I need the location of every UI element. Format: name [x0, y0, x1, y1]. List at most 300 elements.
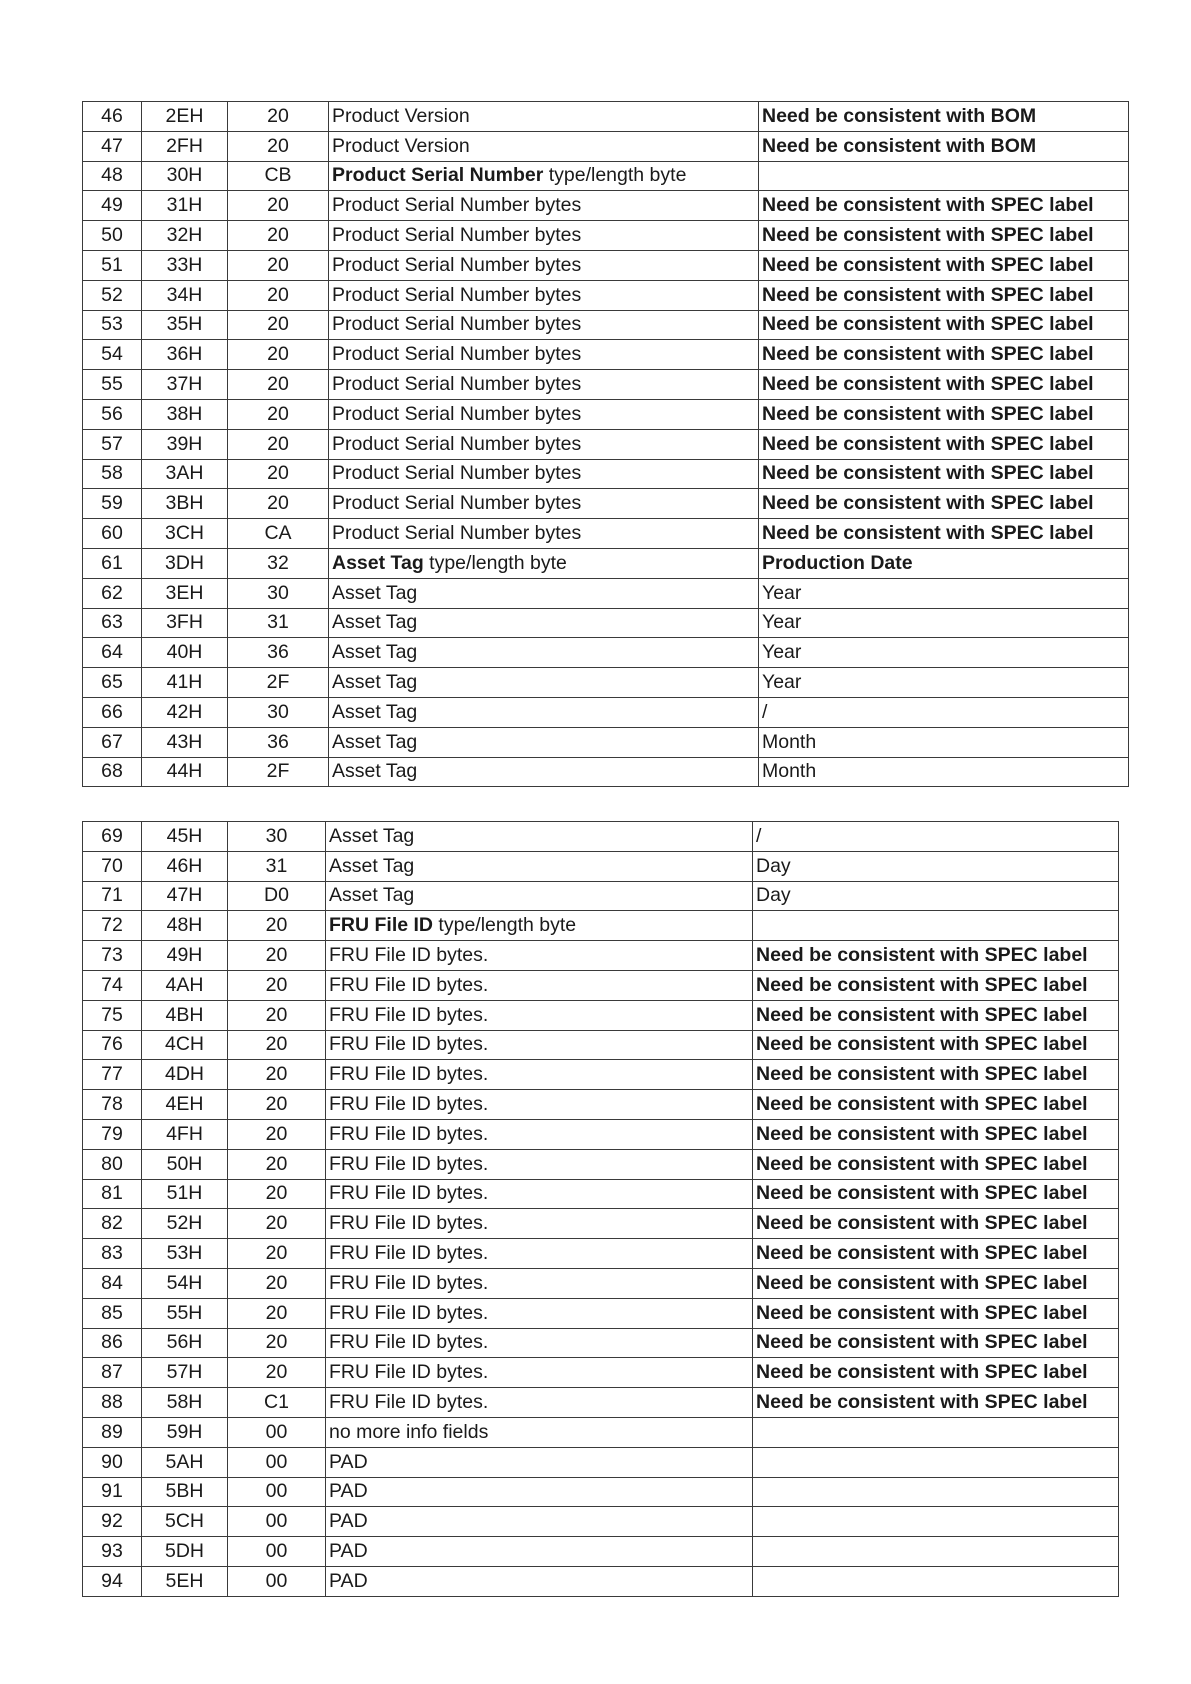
byte-index-cell: 77 [83, 1060, 142, 1090]
value-cell: 31 [228, 608, 329, 638]
description-text: PAD [329, 1540, 368, 1563]
description-cell [329, 578, 759, 608]
table-row [83, 548, 1129, 578]
note-text: Need be consistent with [762, 194, 991, 217]
description-text: Asset Tag [332, 641, 418, 664]
value-cell: 00 [228, 1417, 326, 1447]
description-text: Product Version [332, 134, 470, 157]
offset-cell: 4EH [142, 1090, 228, 1120]
note-cell [759, 578, 1129, 608]
description-cell [329, 340, 759, 370]
value-cell: 20 [228, 429, 329, 459]
table-row [83, 489, 1129, 519]
table-row [83, 970, 1119, 1000]
offset-cell: 4AH [142, 970, 228, 1000]
offset-cell: 38H [142, 399, 228, 429]
note-tail-text: label [1037, 1152, 1088, 1175]
description-text: FRU File ID bytes. [329, 944, 489, 967]
byte-index-cell: 66 [83, 697, 142, 727]
description-text: Asset Tag [332, 671, 418, 694]
table-row [83, 399, 1129, 429]
note-cell [759, 310, 1129, 340]
byte-index-cell: 79 [83, 1119, 142, 1149]
table-row [83, 1030, 1119, 1060]
table-row [83, 1298, 1119, 1328]
note-tail-text: label [1037, 1242, 1088, 1265]
description-text: FRU File ID bytes. [329, 1003, 489, 1026]
fru-table-lower [82, 821, 1119, 1597]
note-tail-text: label [1037, 1122, 1088, 1145]
note-cell [759, 489, 1129, 519]
offset-cell: 57H [142, 1358, 228, 1388]
note-bold-text: SPEC [990, 402, 1044, 425]
offset-cell: 49H [142, 941, 228, 971]
note-bold-text: SPEC [990, 313, 1044, 336]
note-cell [759, 161, 1129, 191]
value-cell: 20 [228, 102, 329, 132]
note-bold-text: SPEC [990, 343, 1044, 366]
description-cell [329, 697, 759, 727]
note-tail-text: label [1037, 1212, 1088, 1235]
note-bold-text: SPEC [984, 1063, 1038, 1086]
note-cell [753, 851, 1119, 881]
offset-cell: 39H [142, 429, 228, 459]
note-text: Need be consistent with [756, 1003, 985, 1026]
fru-table-lower-body [83, 822, 1119, 1597]
table-row [83, 822, 1119, 852]
table-row [83, 727, 1129, 757]
description-text: Asset Tag [332, 611, 418, 634]
note-cell [759, 757, 1129, 787]
table-row [83, 757, 1129, 787]
table-row [83, 370, 1129, 400]
byte-index-cell: 57 [83, 429, 142, 459]
value-cell: 20 [228, 1358, 326, 1388]
description-cell [326, 1447, 753, 1477]
value-cell: 20 [228, 489, 329, 519]
offset-cell: 4BH [142, 1000, 228, 1030]
note-bold-text: SPEC [990, 462, 1044, 485]
table-row [83, 250, 1129, 280]
note-cell [753, 1119, 1119, 1149]
note-tail-text: label [1037, 1063, 1088, 1086]
value-cell: 20 [228, 459, 329, 489]
offset-cell: 5AH [142, 1447, 228, 1477]
description-text: FRU File ID bytes. [329, 1331, 489, 1354]
note-cell [759, 250, 1129, 280]
note-text: Need be consistent with [756, 1182, 985, 1205]
offset-cell: 5BH [142, 1477, 228, 1507]
note-text: Need be consistent with [762, 522, 991, 545]
byte-index-cell: 84 [83, 1268, 142, 1298]
offset-cell: 55H [142, 1298, 228, 1328]
description-cell [326, 1358, 753, 1388]
note-bold-text: SPEC [984, 1361, 1038, 1384]
description-text: FRU File ID bytes. [329, 1093, 489, 1116]
description-cell [329, 727, 759, 757]
note-cell [753, 1090, 1119, 1120]
offset-cell: 47H [142, 881, 228, 911]
note-cell [759, 608, 1129, 638]
note-tail-text: label [1043, 373, 1094, 396]
note-bold-text: SPEC [984, 1242, 1038, 1265]
note-text: Day [756, 854, 791, 877]
note-cell [759, 459, 1129, 489]
byte-index-cell: 63 [83, 608, 142, 638]
description-text: PAD [329, 1480, 368, 1503]
description-text: FRU File ID bytes. [329, 1033, 489, 1056]
note-bold-text: SPEC [984, 944, 1038, 967]
description-cell [326, 881, 753, 911]
description-cell [326, 941, 753, 971]
table-row [83, 881, 1119, 911]
description-text: FRU File ID bytes. [329, 1212, 489, 1235]
description-cell [326, 1507, 753, 1537]
note-text: Need be consistent with [762, 313, 991, 336]
table-row [83, 340, 1129, 370]
description-text: Product Serial Number bytes [332, 432, 582, 455]
note-bold-text: SPEC [984, 1122, 1038, 1145]
note-text: Need be consistent with [762, 373, 991, 396]
note-tail-text: label [1037, 1003, 1088, 1026]
offset-cell: 5DH [142, 1537, 228, 1567]
table-row [83, 911, 1119, 941]
description-text: Product Serial Number bytes [332, 194, 582, 217]
fru-table-upper [82, 101, 1129, 787]
note-text: Need be consistent with [762, 462, 991, 485]
note-tail-text: label [1037, 1182, 1088, 1205]
table-row [83, 310, 1129, 340]
description-cell [326, 851, 753, 881]
description-text: Asset Tag [329, 854, 415, 877]
offset-cell: 5CH [142, 1507, 228, 1537]
note-bold-text: SPEC [990, 253, 1044, 276]
offset-cell: 51H [142, 1179, 228, 1209]
note-tail-text: label [1037, 1361, 1088, 1384]
note-cell [753, 1000, 1119, 1030]
description-cell [326, 911, 753, 941]
note-text: / [756, 824, 762, 847]
offset-cell: 40H [142, 638, 228, 668]
table-row [83, 1507, 1119, 1537]
table-row [83, 1268, 1119, 1298]
note-bold-text: SPEC [984, 973, 1038, 996]
offset-cell: 46H [142, 851, 228, 881]
note-tail-text: label [1043, 253, 1094, 276]
description-cell [329, 102, 759, 132]
offset-cell: 31H [142, 191, 228, 221]
value-cell: 00 [228, 1447, 326, 1477]
description-text: Product Serial Number bytes [332, 492, 582, 515]
note-cell [753, 1060, 1119, 1090]
note-cell [753, 911, 1119, 941]
description-text: Product Serial Number bytes [332, 283, 582, 306]
value-cell: 20 [228, 941, 326, 971]
note-text: Year [762, 641, 802, 664]
description-cell [326, 1388, 753, 1418]
description-cell [329, 668, 759, 698]
value-cell: 20 [228, 340, 329, 370]
value-cell: 00 [228, 1566, 326, 1596]
offset-cell: 56H [142, 1328, 228, 1358]
note-text: Need be consistent with [762, 492, 991, 515]
value-cell: 20 [228, 1149, 326, 1179]
value-cell: 20 [228, 1298, 326, 1328]
offset-cell: 4DH [142, 1060, 228, 1090]
note-tail-text: label [1043, 462, 1094, 485]
offset-cell: 43H [142, 727, 228, 757]
table-row [83, 1358, 1119, 1388]
note-text: Need be consistent with [762, 253, 991, 276]
note-text: Need be consistent with [756, 1063, 985, 1086]
value-cell: CB [228, 161, 329, 191]
offset-cell: 42H [142, 697, 228, 727]
value-cell: 20 [228, 911, 326, 941]
description-bold-text: Product Serial Number [332, 164, 544, 187]
byte-index-cell: 46 [83, 102, 142, 132]
note-text: Need be consistent with [756, 1212, 985, 1235]
description-text: Product Serial Number bytes [332, 402, 582, 425]
offset-cell: 44H [142, 757, 228, 787]
value-cell: 20 [228, 280, 329, 310]
note-tail-text: label [1043, 432, 1094, 455]
description-text: Product Serial Number bytes [332, 313, 582, 336]
note-cell [759, 131, 1129, 161]
byte-index-cell: 51 [83, 250, 142, 280]
byte-index-cell: 53 [83, 310, 142, 340]
note-cell [753, 1388, 1119, 1418]
offset-cell: 36H [142, 340, 228, 370]
description-cell [326, 1477, 753, 1507]
table-row [83, 102, 1129, 132]
note-tail-text: label [1037, 944, 1088, 967]
table-row [83, 697, 1129, 727]
offset-cell: 5EH [142, 1566, 228, 1596]
byte-index-cell: 55 [83, 370, 142, 400]
description-cell [326, 1149, 753, 1179]
description-cell [326, 1000, 753, 1030]
note-text: Month [762, 730, 817, 753]
table-row [83, 1447, 1119, 1477]
value-cell: 20 [228, 1268, 326, 1298]
byte-index-cell: 74 [83, 970, 142, 1000]
description-cell [326, 1566, 753, 1596]
note-cell [759, 280, 1129, 310]
fru-table-upper-body [83, 102, 1129, 787]
note-cell [759, 697, 1129, 727]
note-cell [753, 1179, 1119, 1209]
description-cell [326, 1119, 753, 1149]
description-text: FRU File ID bytes. [329, 1242, 489, 1265]
byte-index-cell: 94 [83, 1566, 142, 1596]
note-text: Need be consistent with [756, 1122, 985, 1145]
value-cell: 20 [228, 1239, 326, 1269]
description-text: Asset Tag [329, 884, 415, 907]
byte-index-cell: 93 [83, 1537, 142, 1567]
note-bold-text: SPEC [984, 1182, 1038, 1205]
byte-index-cell: 60 [83, 519, 142, 549]
note-cell [753, 1209, 1119, 1239]
byte-index-cell: 75 [83, 1000, 142, 1030]
note-bold-text: SPEC [984, 1033, 1038, 1056]
note-cell [759, 548, 1129, 578]
note-text: Need be consistent with [756, 973, 985, 996]
byte-index-cell: 54 [83, 340, 142, 370]
note-text: Need be consistent with [756, 1331, 985, 1354]
description-text: FRU File ID bytes. [329, 973, 489, 996]
value-cell: D0 [228, 881, 326, 911]
byte-index-cell: 61 [83, 548, 142, 578]
table-row [83, 1090, 1119, 1120]
value-cell: 20 [228, 1090, 326, 1120]
note-text: / [762, 700, 768, 723]
description-cell [329, 519, 759, 549]
offset-cell: 48H [142, 911, 228, 941]
description-cell [326, 1268, 753, 1298]
byte-index-cell: 87 [83, 1358, 142, 1388]
byte-index-cell: 85 [83, 1298, 142, 1328]
value-cell: 20 [228, 370, 329, 400]
byte-index-cell: 89 [83, 1417, 142, 1447]
description-text: type/length byte [433, 914, 577, 937]
note-cell [759, 638, 1129, 668]
note-bold-text: SPEC [984, 1301, 1038, 1324]
offset-cell: 34H [142, 280, 228, 310]
note-text: Need be consistent with [756, 944, 985, 967]
byte-index-cell: 49 [83, 191, 142, 221]
table-row [83, 851, 1119, 881]
note-tail-text: label [1037, 973, 1088, 996]
note-cell [753, 1417, 1119, 1447]
value-cell: 20 [228, 191, 329, 221]
table-row [83, 131, 1129, 161]
note-cell [753, 1507, 1119, 1537]
description-cell [326, 1060, 753, 1090]
note-bold-text: SPEC [990, 224, 1044, 247]
description-text: Product Serial Number bytes [332, 224, 582, 247]
note-text: Need be consistent with [756, 1271, 985, 1294]
table-row [83, 1239, 1119, 1269]
byte-index-cell: 58 [83, 459, 142, 489]
note-bold-text: SPEC [990, 432, 1044, 455]
byte-index-cell: 81 [83, 1179, 142, 1209]
value-cell: 20 [228, 1000, 326, 1030]
byte-index-cell: 83 [83, 1239, 142, 1269]
description-text: Product Serial Number bytes [332, 462, 582, 485]
description-cell [326, 1209, 753, 1239]
description-text: PAD [329, 1510, 368, 1533]
description-cell [329, 310, 759, 340]
note-tail-text: label [1043, 522, 1094, 545]
table-row [83, 191, 1129, 221]
table-row [83, 459, 1129, 489]
note-tail-text: label [1043, 283, 1094, 306]
value-cell: 20 [228, 310, 329, 340]
byte-index-cell: 90 [83, 1447, 142, 1477]
byte-index-cell: 86 [83, 1328, 142, 1358]
note-text: Need be consistent with [762, 134, 991, 157]
table-row [83, 161, 1129, 191]
description-cell [326, 1298, 753, 1328]
byte-index-cell: 52 [83, 280, 142, 310]
note-text: Need be consistent with [756, 1361, 985, 1384]
value-cell: 2F [228, 668, 329, 698]
offset-cell: 3DH [142, 548, 228, 578]
byte-index-cell: 64 [83, 638, 142, 668]
note-text: Month [762, 760, 817, 783]
description-text: Asset Tag [332, 700, 418, 723]
description-cell [329, 638, 759, 668]
note-bold-text: SPEC [984, 1003, 1038, 1026]
byte-index-cell: 92 [83, 1507, 142, 1537]
offset-cell: 35H [142, 310, 228, 340]
description-cell [329, 608, 759, 638]
description-text: FRU File ID bytes. [329, 1361, 489, 1384]
note-bold-text: SPEC [990, 522, 1044, 545]
note-text: Need be consistent with [762, 104, 991, 127]
note-cell [759, 429, 1129, 459]
note-tail-text: label [1043, 313, 1094, 336]
description-text: FRU File ID bytes. [329, 1152, 489, 1175]
description-cell [329, 161, 759, 191]
note-cell [753, 1358, 1119, 1388]
description-cell [329, 131, 759, 161]
value-cell: 20 [228, 1119, 326, 1149]
value-cell: 36 [228, 727, 329, 757]
note-tail-text: label [1037, 1391, 1088, 1414]
offset-cell: 3AH [142, 459, 228, 489]
description-text: Asset Tag [332, 760, 418, 783]
description-cell [329, 548, 759, 578]
description-cell [329, 280, 759, 310]
value-cell: 00 [228, 1537, 326, 1567]
note-tail-text: label [1043, 224, 1094, 247]
byte-index-cell: 48 [83, 161, 142, 191]
offset-cell: 33H [142, 250, 228, 280]
note-text: Year [762, 581, 802, 604]
value-cell: C1 [228, 1388, 326, 1418]
note-bold-text: SPEC [990, 492, 1044, 515]
description-text: PAD [329, 1450, 368, 1473]
note-bold-text: SPEC [990, 373, 1044, 396]
offset-cell: 2FH [142, 131, 228, 161]
note-tail-text: label [1037, 1271, 1088, 1294]
offset-cell: 58H [142, 1388, 228, 1418]
note-bold-text: SPEC [984, 1391, 1038, 1414]
description-cell [326, 970, 753, 1000]
description-cell [329, 250, 759, 280]
byte-index-cell: 68 [83, 757, 142, 787]
description-text: Product Version [332, 104, 470, 127]
value-cell: 20 [228, 250, 329, 280]
offset-cell: 50H [142, 1149, 228, 1179]
note-tail-text: label [1043, 343, 1094, 366]
description-text: FRU File ID bytes. [329, 1391, 489, 1414]
value-cell: 20 [228, 970, 326, 1000]
description-text: FRU File ID bytes. [329, 1063, 489, 1086]
note-bold-text: SPEC [984, 1271, 1038, 1294]
note-bold-text: SPEC [984, 1331, 1038, 1354]
note-text: Need be consistent with [756, 1391, 985, 1414]
table-row [83, 429, 1129, 459]
description-cell [326, 1537, 753, 1567]
note-text: Year [762, 611, 802, 634]
note-bold-text: Production Date [762, 551, 913, 574]
description-text: Product Serial Number bytes [332, 522, 582, 545]
note-cell [753, 1447, 1119, 1477]
description-text: FRU File ID bytes. [329, 1122, 489, 1145]
note-cell [753, 1328, 1119, 1358]
